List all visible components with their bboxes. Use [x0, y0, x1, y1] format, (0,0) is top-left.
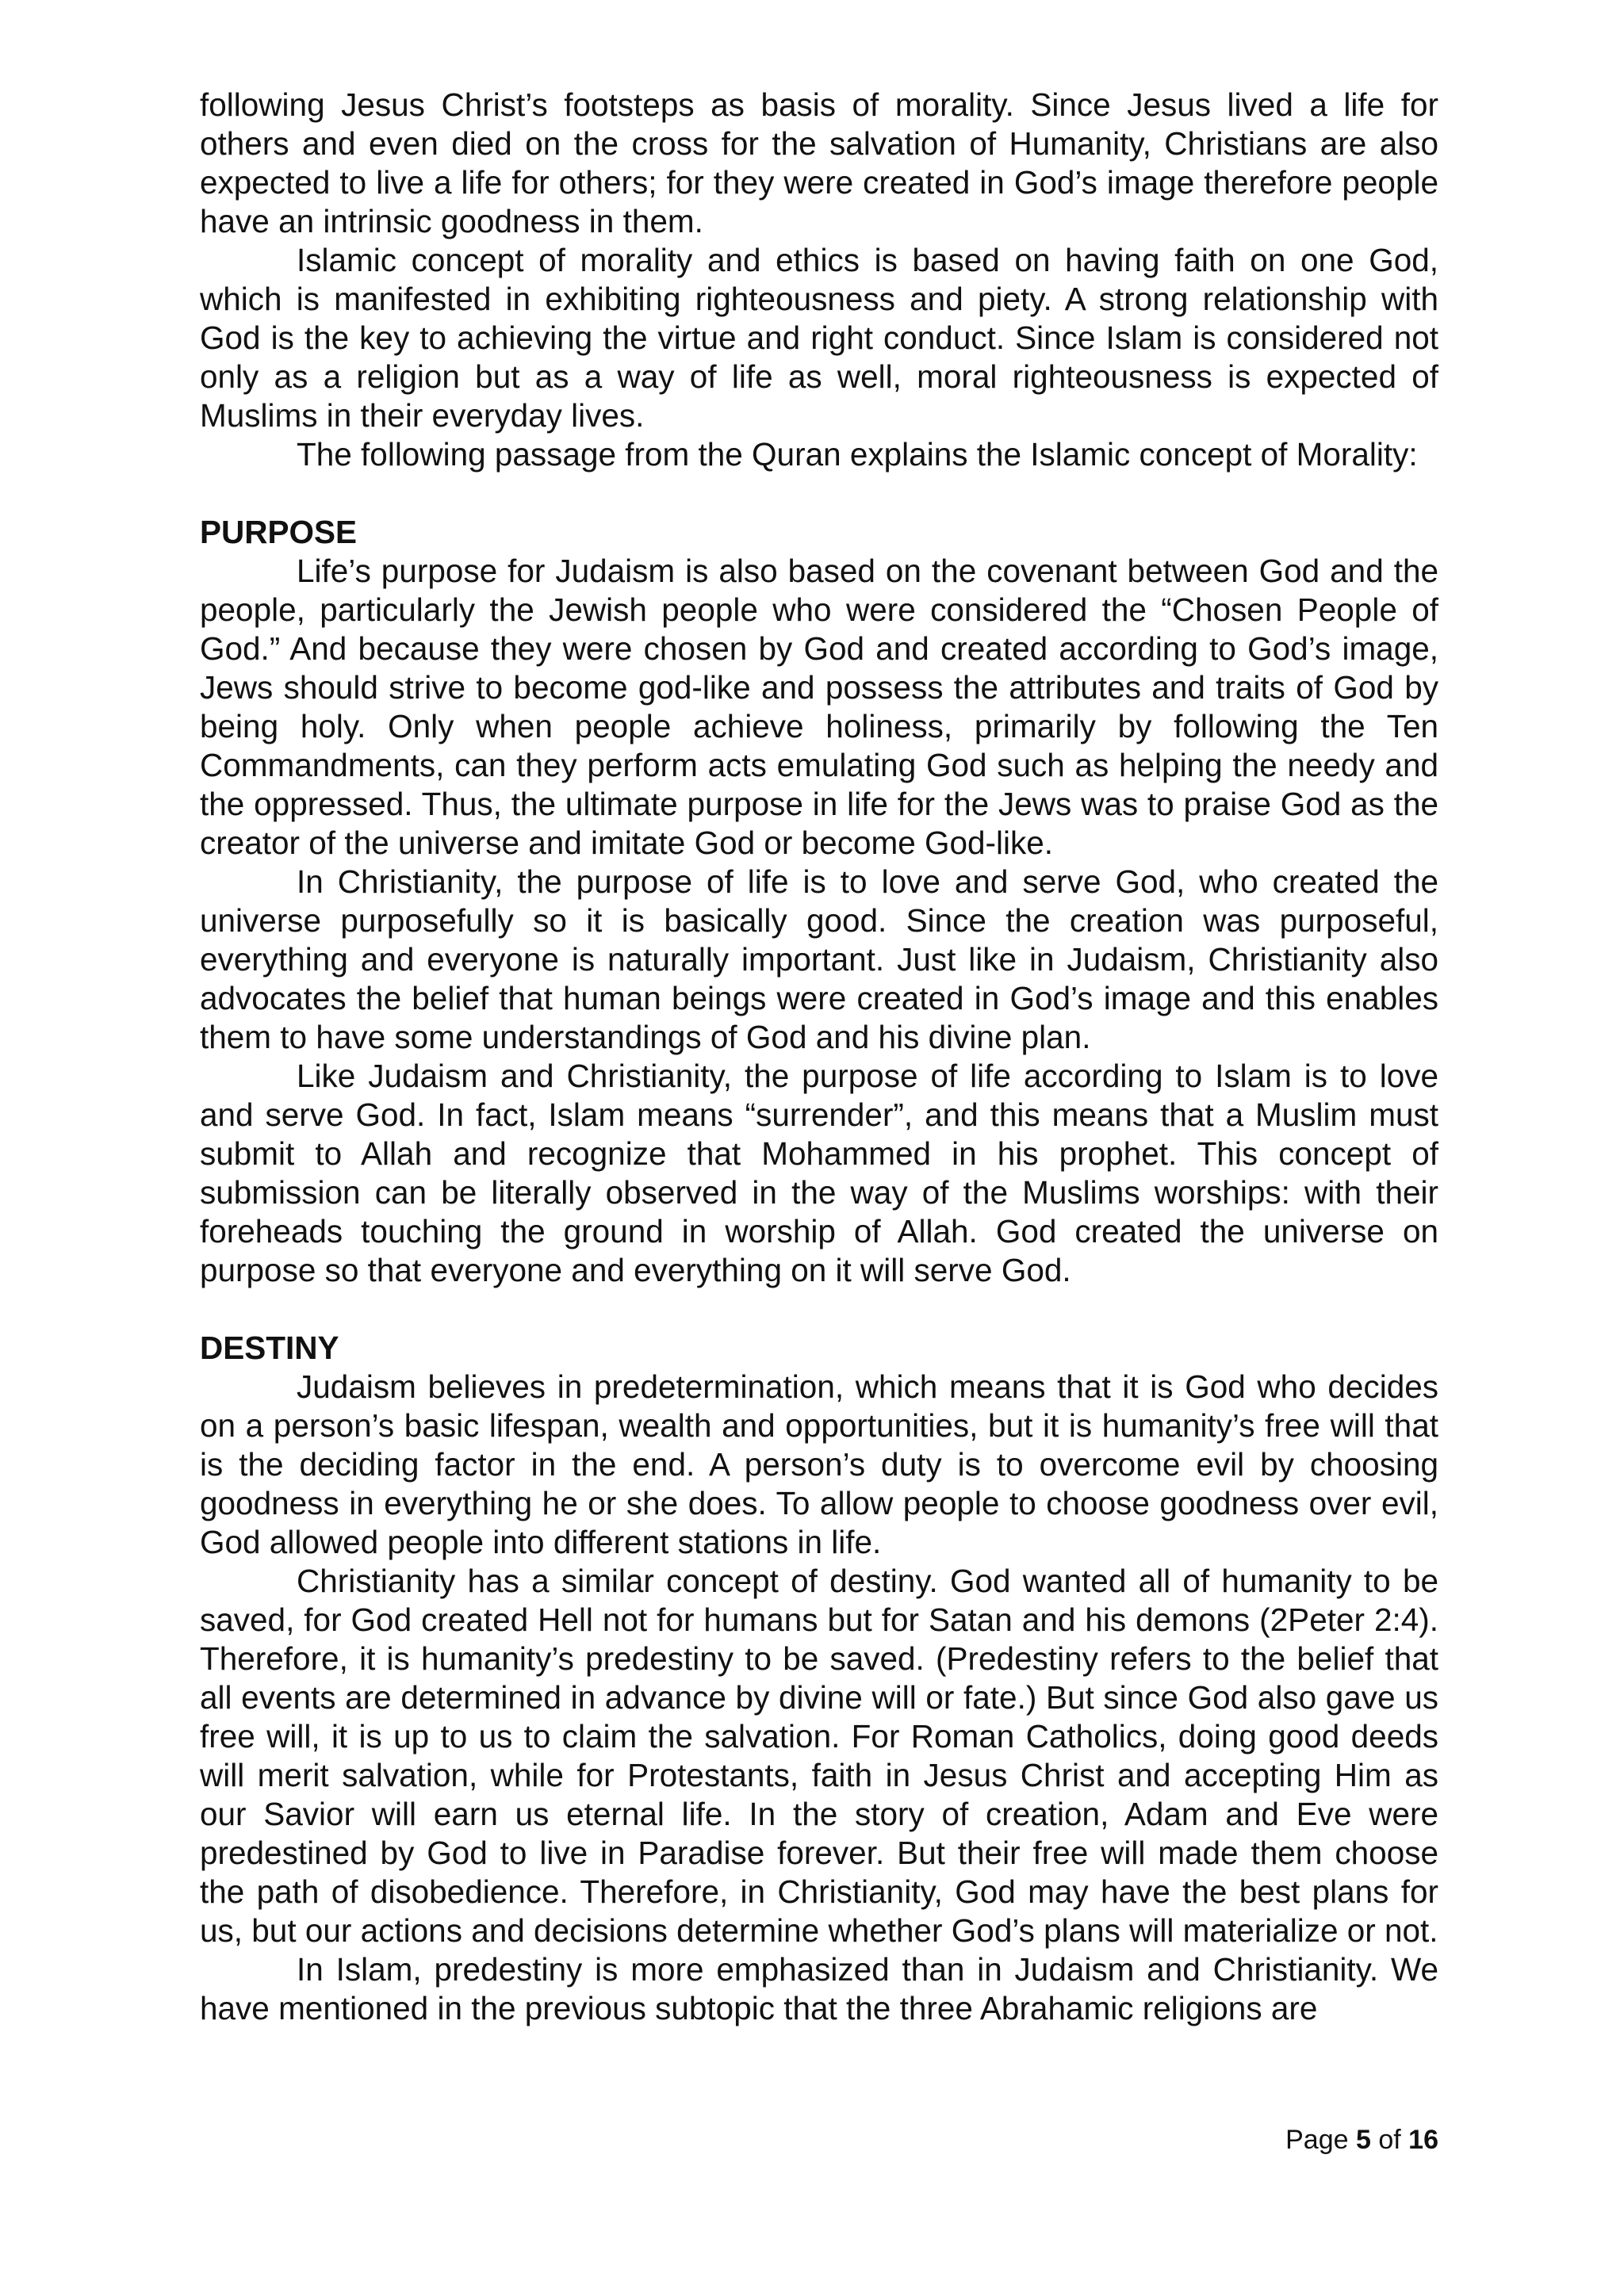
- intro-paragraph-3: The following passage from the Quran explains the Islamic concept of Morality:: [297, 436, 1418, 473]
- page-number: 5: [1355, 2125, 1371, 2155]
- destiny-paragraph-2: Christianity has a similar concept of destiny. God wanted all of humanity to be saved, for God created Hell not for humans but for Satan and his demons (2Peter 2:4). Therefore, it is humanity’s predestiny to be saved. (Predestiny refers to the belief that all events are determined in advance by divine will or fate.) But since God also gave us free will, it is up to us to claim the salvation. For Roman Catholics, doing good deeds will merit salvation, while for Protestants, faith in Jesus Christ and accepting Him as our Savior will earn us eternal life. In the story of creation, Adam and Eve were predestined by God to live in Paradise forever. But their free will made them choose the path of disobedience. Therefore, in Christianity, God may have the best plans for us, but our actions and decisions determine whether God’s plans will materialize or not.: [200, 1563, 1438, 1949]
- page-total: 16: [1408, 2125, 1438, 2155]
- page-label: Page: [1285, 2125, 1349, 2155]
- purpose-paragraph-3: Like Judaism and Christianity, the purpose of life according to Islam is to love and serve God. In fact, Islam means “surrender”, and this means that a Muslim must submit to Allah and recognize that Mohammed in his prophet. This concept of submission can be literally observed in the way of the Muslims worships: with their foreheads touching the ground in worship of Allah. God created the universe on purpose so that everyone and everything on it will serve God.: [200, 1058, 1438, 1288]
- section-heading-purpose: PURPOSE: [200, 514, 358, 550]
- purpose-paragraph-2: In Christianity, the purpose of life is to love and serve God, who created the universe purposefully so it is basically good. Since the creation was purposeful, everything and everyone is naturally important. Just like in Judaism, Christianity also advocates the belief that human beings were created in God’s image and this enables them to have some understandings of God and his divine plan.: [200, 863, 1438, 1055]
- of-label: of: [1378, 2125, 1401, 2155]
- page-footer: [1285, 2125, 1438, 2156]
- destiny-paragraph-3: In Islam, predestiny is more emphasized than in Judaism and Christianity. We have mentioned in the previous subtopic that the three Abrahamic religions are: [200, 1951, 1438, 2026]
- purpose-paragraph-1: Life’s purpose for Judaism is also based on the covenant between God and the people, particularly the Jewish people who were considered the “Chosen People of God.” And because they were chosen by God and created according to God’s image, Jews should strive to become god-like and possess the attributes and traits of God by being holy. Only when people achieve holiness, primarily by following the Ten Commandments, can they perform acts emulating God such as helping the needy and the oppressed. Thus, the ultimate purpose in life for the Jews was to praise God as the creator of the universe and imitate God or become God-like.: [200, 553, 1438, 861]
- intro-paragraph-1: following Jesus Christ’s footsteps as basis of morality. Since Jesus lived a life for others and even died on the cross for the salvation of Humanity, Christians are also expected to live a life for others; for they were created in God’s image therefore people have an intrinsic goodness in them.: [200, 86, 1438, 239]
- document-page: [200, 86, 1438, 2028]
- destiny-paragraph-1: Judaism believes in predetermination, which means that it is God who decides on a person’s basic lifespan, wealth and opportunities, but it is humanity’s free will that is the deciding factor in the end. A person’s duty is to overcome evil by choosing goodness in everything he or she does. To allow people to choose goodness over evil, God allowed people into different stations in life.: [200, 1368, 1438, 1560]
- section-heading-destiny: DESTINY: [200, 1330, 339, 1366]
- intro-paragraph-2: Islamic concept of morality and ethics is based on having faith on one God, which is manifested in exhibiting righteousness and piety. A strong relationship with God is the key to achieving the virtue and right conduct. Since Islam is considered not only as a religion but as a way of life as well, moral righteousness is expected of Muslims in their everyday lives.: [200, 242, 1438, 434]
